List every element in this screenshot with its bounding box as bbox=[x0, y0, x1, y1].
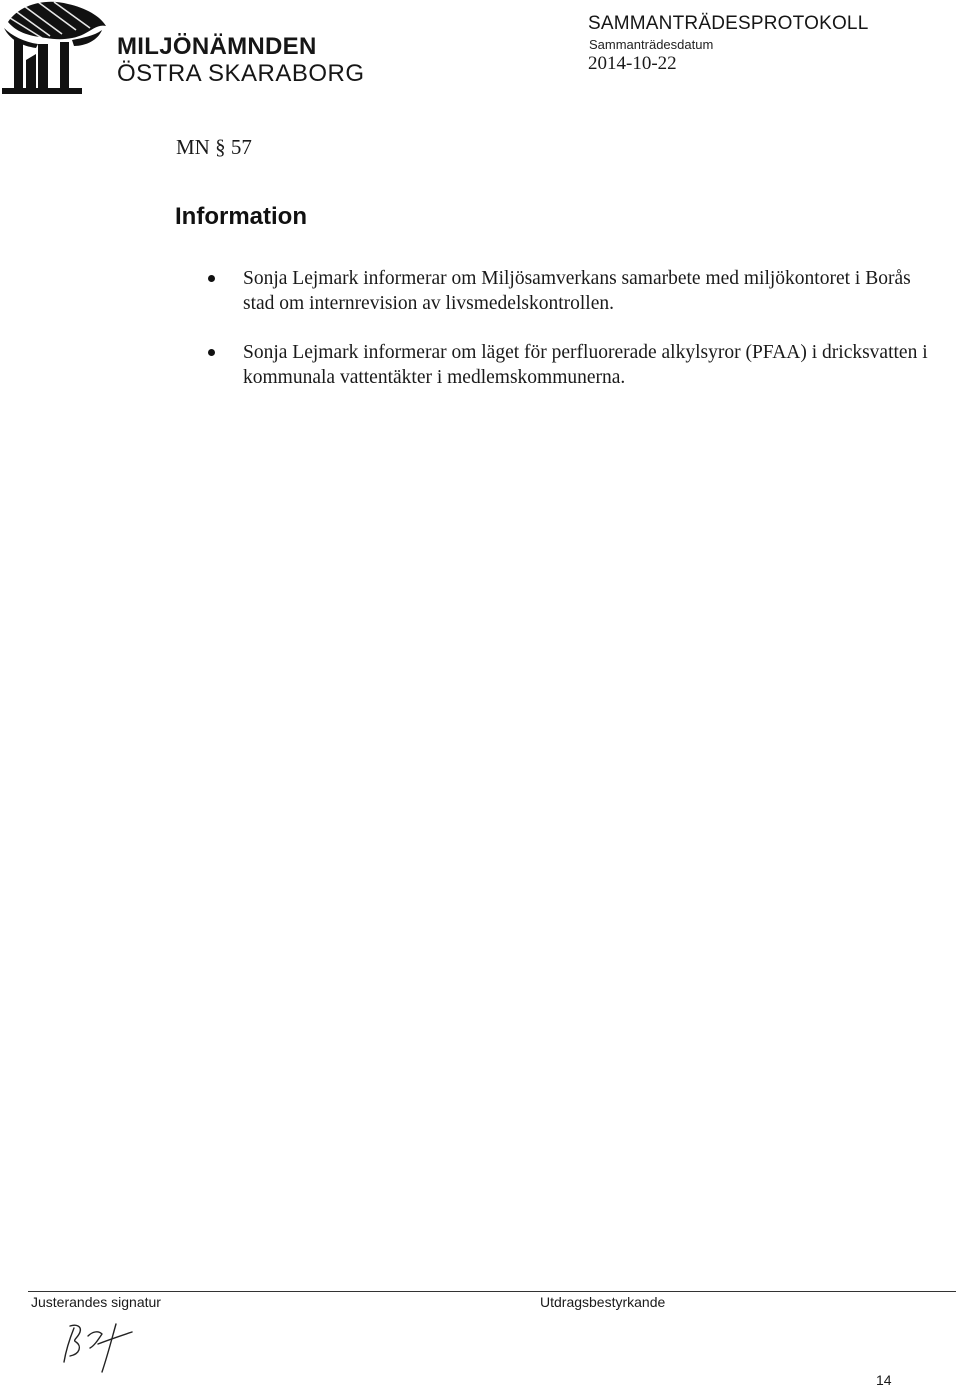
information-list bbox=[208, 266, 938, 414]
organization-name bbox=[117, 34, 365, 88]
document-type: SAMMANTRÄDESPROTOKOLL bbox=[588, 13, 869, 34]
bullet-icon bbox=[208, 349, 215, 356]
list-item-text: Sonja Lejmark informerar om läget för perfluorerade alkylsyror (PFAA) i dricksvatten i kommunala vattentäkter i medlemskommunerna. bbox=[243, 342, 928, 388]
signature-label: Justerandes signatur bbox=[31, 1294, 161, 1310]
handwritten-signature bbox=[40, 1310, 160, 1380]
footer-divider bbox=[28, 1291, 956, 1292]
section-title: Information bbox=[175, 203, 307, 230]
org-name-line1: MILJÖNÄMNDEN bbox=[117, 33, 317, 60]
org-name-line2: ÖSTRA SKARABORG bbox=[117, 60, 365, 87]
list-item-text: Sonja Lejmark informerar om Miljösamverkans samarbete med miljökontoret i Borås stad om internrevision av livsmedelskontrollen. bbox=[243, 268, 911, 314]
meeting-date-label: Sammanträdesdatum bbox=[589, 37, 714, 52]
meeting-date: 2014-10-22 bbox=[588, 53, 677, 74]
certification-label: Utdragsbestyrkande bbox=[540, 1294, 666, 1310]
bullet-icon bbox=[208, 275, 215, 282]
list-item bbox=[208, 266, 938, 316]
page-number: 14 bbox=[876, 1372, 892, 1388]
tree-logo-icon bbox=[2, 0, 108, 96]
section-number: MN § 57 bbox=[176, 135, 252, 159]
list-item bbox=[208, 340, 938, 390]
